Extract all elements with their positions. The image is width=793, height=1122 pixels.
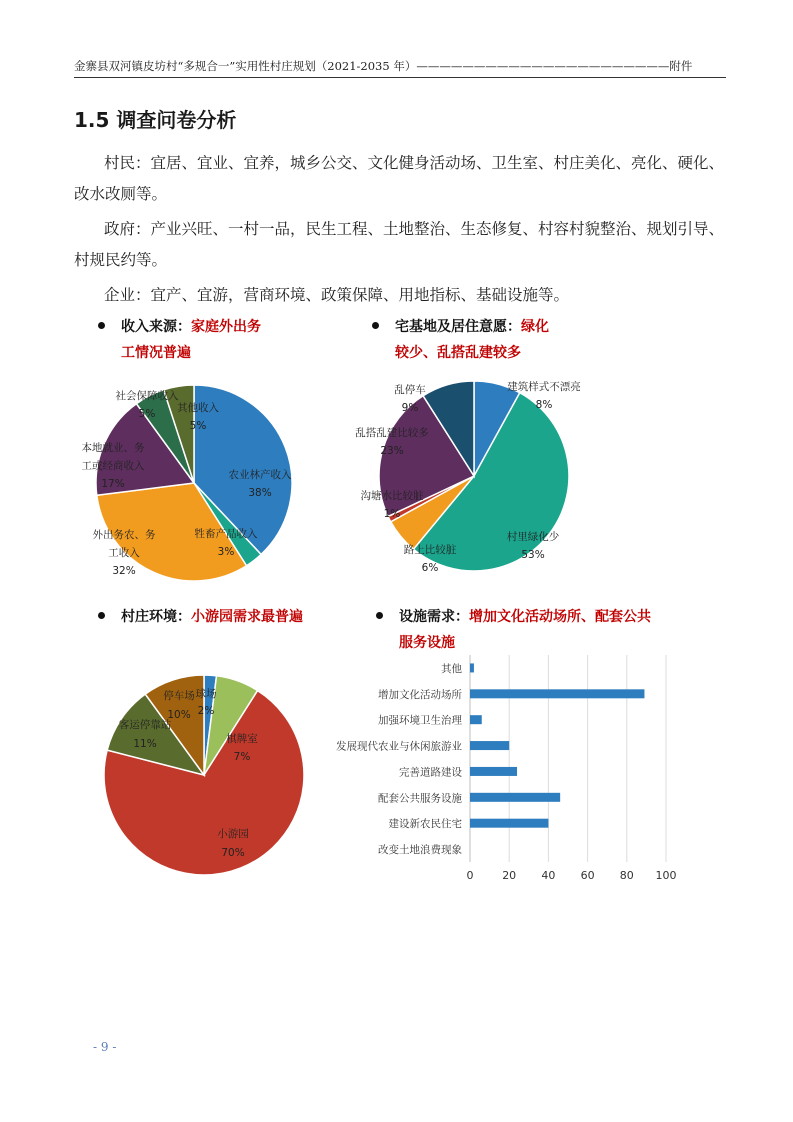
x-tick-label: 100	[655, 869, 677, 882]
bar	[470, 741, 509, 750]
slice-label: 球场	[195, 688, 217, 700]
head-label: 设施需求：	[399, 609, 469, 625]
slice-percent: 1%	[383, 508, 401, 520]
slice-percent: 8%	[535, 399, 553, 411]
category-label: 加强环境卫生治理	[378, 714, 462, 727]
slice-percent: 17%	[101, 478, 125, 490]
slice-percent: 53%	[521, 549, 545, 561]
slice-label: 工或经商收入	[81, 460, 145, 472]
bar	[470, 767, 517, 776]
bar	[470, 715, 482, 724]
pie-income	[82, 385, 293, 581]
slice-label: 工收入	[108, 547, 140, 559]
pie-housing	[355, 380, 581, 574]
head-highlight-line2: 工情况普遍	[121, 345, 191, 361]
paragraph-government: 政府：产业兴旺、一村一品，民生工程、土地整治、生态修复、村容村貌整治、规划引导、村规民约等。	[74, 220, 725, 269]
head-label: 收入来源：	[121, 319, 191, 335]
slice-label: 沟塘水比较脏	[360, 490, 424, 502]
slice-label: 小游园	[217, 828, 249, 840]
slice-label: 其他收入	[177, 402, 219, 414]
section-title: 1.5 调查问卷分析	[74, 108, 237, 132]
category-label: 建设新农民住宅	[388, 818, 462, 831]
slice-percent: 10%	[167, 709, 191, 721]
slice-label: 外出务农、务	[92, 529, 156, 541]
head-highlight: 小游园需求最普遍	[191, 609, 303, 625]
head-label: 村庄环境：	[121, 609, 191, 625]
head-highlight: 增加文化活动场所、配套公共	[469, 609, 651, 625]
slice-percent: 5%	[189, 420, 207, 432]
bar	[470, 793, 560, 802]
page-number: - 9 -	[93, 1040, 117, 1054]
head-highlight: 绿化	[521, 319, 549, 335]
bar	[470, 819, 548, 828]
slice-percent: 2%	[197, 705, 215, 717]
head-highlight: 家庭外出务	[191, 319, 261, 335]
bar	[470, 663, 474, 672]
slice-percent: 23%	[380, 445, 404, 457]
head-highlight-line2: 服务设施	[399, 635, 455, 651]
slice-label: 建筑样式不漂亮	[507, 381, 581, 393]
slice-percent: 9%	[401, 402, 419, 414]
category-label: 其他	[441, 662, 462, 675]
slice-label: 农业林产收入	[228, 469, 292, 481]
bar-chart-facilities	[336, 655, 677, 882]
slice-percent: 11%	[133, 738, 157, 750]
slice-percent: 3%	[217, 546, 235, 558]
paragraph-villagers: 村民：宜居、宜业、宜养，城乡公交、文化健身活动场、卫生室、村庄美化、亮化、硬化、改水改厕等。	[74, 154, 725, 203]
slice-label: 村里绿化少	[506, 531, 560, 543]
x-tick-label: 20	[502, 869, 517, 882]
category-label: 发展现代农业与休闲旅游业	[336, 740, 462, 753]
paragraph-enterprise: 企业：宜产、宜游，营商环境、政策保障、用地指标、基础设施等。	[104, 286, 570, 304]
x-tick-label: 40	[541, 869, 556, 882]
head-label: 宅基地及居住意愿：	[395, 319, 521, 335]
x-tick-label: 0	[466, 869, 474, 882]
x-tick-label: 80	[619, 869, 634, 882]
slice-label: 乱搭乱建比较多	[355, 427, 429, 439]
slice-percent: 5%	[138, 408, 156, 420]
slice-percent: 32%	[112, 565, 136, 577]
slice-percent: 38%	[248, 487, 272, 499]
slice-percent: 70%	[221, 847, 245, 859]
category-label: 改变土地浪费现象	[378, 844, 462, 857]
slice-label: 牲畜产品收入	[194, 528, 258, 540]
slice-label: 客运停靠站	[118, 719, 172, 731]
category-label: 完善道路建设	[399, 766, 462, 779]
bar	[470, 689, 644, 698]
x-tick-label: 60	[580, 869, 595, 882]
slice-label: 停车场	[163, 690, 195, 702]
page-header: 金寨县双河镇皮坊村“多规合一”实用性村庄规划（2021-2035 年）——————————————————————附件	[74, 58, 726, 78]
pie-environment	[104, 675, 304, 875]
slice-percent: 7%	[233, 751, 251, 763]
slice-label: 棋牌室	[226, 733, 258, 745]
slice-label: 乱停车	[394, 384, 426, 396]
category-label: 配套公共服务设施	[378, 792, 462, 805]
slice-label: 社会保障收入	[115, 390, 179, 402]
category-label: 增加文化活动场所	[378, 688, 462, 701]
head-highlight-line2: 较少、乱搭乱建较多	[395, 345, 521, 361]
slice-label: 本地就业、务	[81, 442, 145, 454]
slice-label: 路上比较脏	[403, 544, 457, 556]
slice-percent: 6%	[421, 562, 439, 574]
